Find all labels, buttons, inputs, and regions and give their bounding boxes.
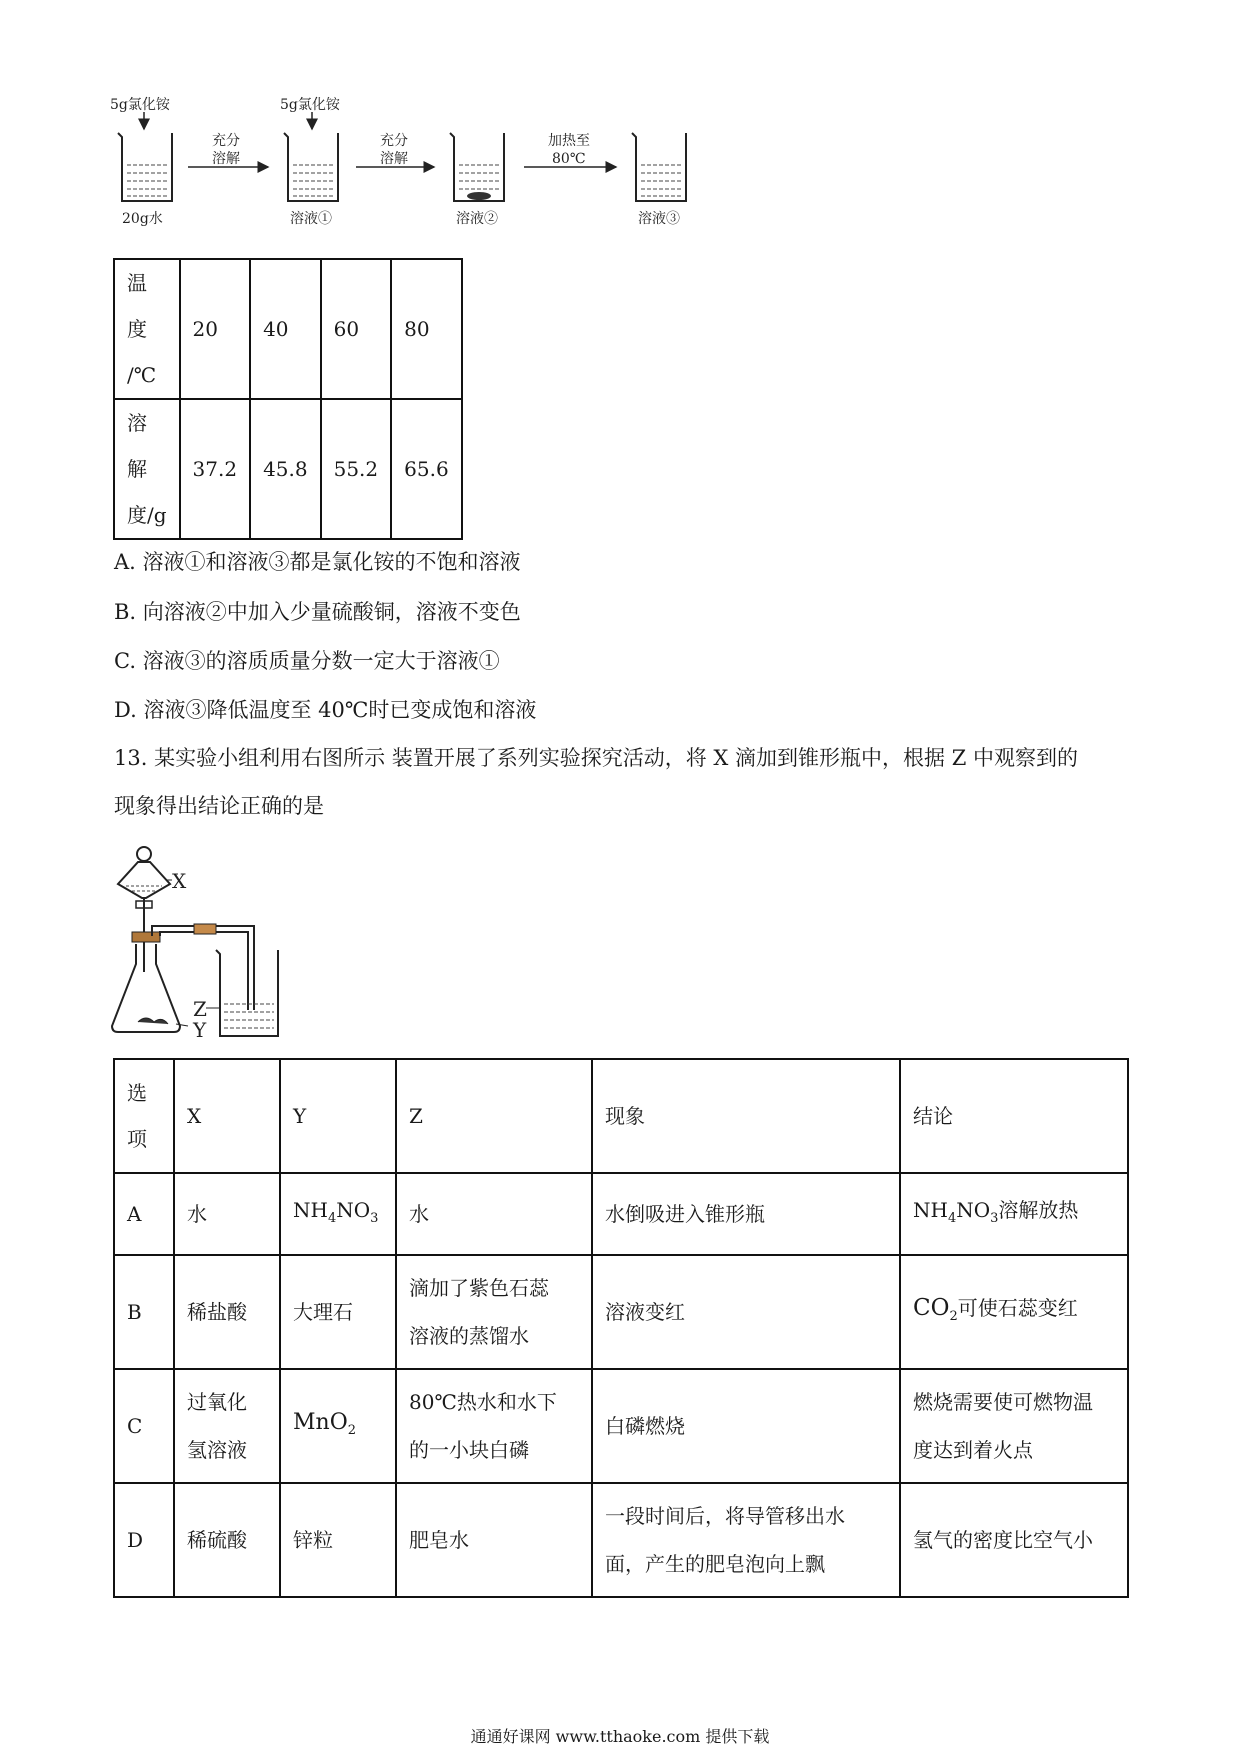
question-13-line2: 现象得出结论正确的是 bbox=[114, 794, 324, 818]
sol-header-a: 溶解 bbox=[127, 411, 147, 481]
header-conclusion: 结论 bbox=[900, 1059, 1128, 1173]
header-z: Z bbox=[396, 1059, 592, 1173]
sol-cell: 65.6 bbox=[391, 399, 462, 539]
row-b-conclusion: $CO_2$可使石蕊变红 bbox=[900, 1255, 1128, 1369]
temp-cell: 40 bbox=[250, 259, 321, 399]
row-d-y: 锌粒 bbox=[280, 1483, 396, 1597]
table-row bbox=[114, 1255, 1128, 1369]
label-beaker-3: 溶液③ bbox=[638, 211, 680, 227]
row-a-x: 水 bbox=[174, 1173, 280, 1255]
beaker-3 bbox=[632, 133, 686, 201]
row-c-option: C bbox=[114, 1369, 174, 1483]
table-row bbox=[114, 1483, 1128, 1597]
row-d-phenomenon: 一段时间后，将导管移出水 面，产生的肥皂泡向上飘 bbox=[592, 1483, 900, 1597]
row-a-y: $NH_4NO_3$ bbox=[280, 1173, 396, 1255]
question-13-line1: 13. 某实验小组利用右图所示 装置开展了系列实验探究活动，将 X 滴加到锥形瓶中，根据 Z 中观察到的 bbox=[114, 746, 1078, 770]
table-row bbox=[114, 1369, 1128, 1483]
dissolution-diagram bbox=[100, 95, 720, 245]
label-add-2: 5g氯化铵 bbox=[280, 97, 340, 113]
row-d-x: 稀硫酸 bbox=[174, 1483, 280, 1597]
row-d-z: 肥皂水 bbox=[396, 1483, 592, 1597]
table-row bbox=[114, 399, 462, 539]
header-x: X bbox=[174, 1059, 280, 1173]
row-c-phenomenon: 白磷燃烧 bbox=[592, 1369, 900, 1483]
row-b-phenomenon: 溶液变红 bbox=[592, 1255, 900, 1369]
row-c-x: 过氧化 氢溶液 bbox=[174, 1369, 280, 1483]
option-c: C. 溶液③的溶质质量分数一定大于溶液① bbox=[114, 649, 500, 673]
experiment-table bbox=[113, 1058, 1129, 1598]
label-step2-a: 充分 bbox=[380, 133, 408, 149]
label-step2-b: 溶解 bbox=[380, 151, 408, 167]
label-step3-a: 加热至 bbox=[548, 133, 590, 149]
temp-cell: 20 bbox=[180, 259, 251, 399]
table-row bbox=[114, 1059, 1128, 1173]
label-y: Y bbox=[193, 1018, 207, 1042]
label-beaker-1: 溶液① bbox=[290, 211, 332, 227]
label-x: X bbox=[172, 869, 187, 893]
header-y: Y bbox=[280, 1059, 396, 1173]
label-beaker-0: 20g水 bbox=[122, 211, 163, 227]
row-a-conclusion: $NH_4NO_3$溶解放热 bbox=[900, 1173, 1128, 1255]
row-d-option: D bbox=[114, 1483, 174, 1597]
header-option-b: 项 bbox=[127, 1127, 147, 1151]
header-phenomenon: 现象 bbox=[592, 1059, 900, 1173]
row-b-z: 滴加了紫色石蕊 溶液的蒸馏水 bbox=[396, 1255, 592, 1369]
table-row bbox=[114, 259, 462, 399]
row-b-y: 大理石 bbox=[280, 1255, 396, 1369]
footer-credit: 通通好课网 www.tthaoke.com 提供下载 bbox=[470, 1727, 770, 1746]
sol-cell: 37.2 bbox=[180, 399, 251, 539]
table-row bbox=[114, 1173, 1128, 1255]
row-a-z: 水 bbox=[396, 1173, 592, 1255]
temp-header-b: /℃ bbox=[127, 363, 157, 387]
row-c-z: 80℃热水和水下 的一小块白磷 bbox=[396, 1369, 592, 1483]
temp-header-a: 温度 bbox=[127, 271, 147, 341]
row-a-option: A bbox=[114, 1173, 174, 1255]
row-b-x: 稀盐酸 bbox=[174, 1255, 280, 1369]
label-add-1: 5g氯化铵 bbox=[110, 97, 170, 113]
beaker-1 bbox=[284, 112, 338, 201]
option-a: A. 溶液①和溶液③都是氯化铵的不饱和溶液 bbox=[114, 550, 521, 574]
question-13 bbox=[114, 734, 1134, 830]
row-b-option: B bbox=[114, 1255, 174, 1369]
apparatus-diagram bbox=[108, 840, 418, 1045]
temp-cell: 80 bbox=[391, 259, 462, 399]
solubility-table bbox=[113, 258, 463, 540]
row-a-phenomenon: 水倒吸进入锥形瓶 bbox=[592, 1173, 900, 1255]
sol-cell: 55.2 bbox=[321, 399, 392, 539]
option-b: B. 向溶液②中加入少量硫酸铜，溶液不变色 bbox=[114, 600, 521, 624]
row-c-conclusion: 燃烧需要使可燃物温 度达到着火点 bbox=[900, 1369, 1128, 1483]
beaker-0 bbox=[118, 112, 172, 201]
label-beaker-2: 溶液② bbox=[456, 211, 498, 227]
label-z: Z bbox=[193, 997, 207, 1021]
temp-cell: 60 bbox=[321, 259, 392, 399]
label-step1-a: 充分 bbox=[212, 133, 240, 149]
row-c-y: MnO$_2$ bbox=[280, 1369, 396, 1483]
label-step1-b: 溶解 bbox=[212, 151, 240, 167]
sol-cell: 45.8 bbox=[250, 399, 321, 539]
label-step3-b: 80℃ bbox=[552, 151, 586, 167]
beaker-2 bbox=[450, 133, 504, 201]
row-d-conclusion: 氢气的密度比空气小 bbox=[900, 1483, 1128, 1597]
header-option-a: 选 bbox=[127, 1081, 147, 1105]
sol-header-b: 度/g bbox=[127, 503, 167, 527]
option-d: D. 溶液③降低温度至 40℃时已变成饱和溶液 bbox=[114, 698, 537, 722]
